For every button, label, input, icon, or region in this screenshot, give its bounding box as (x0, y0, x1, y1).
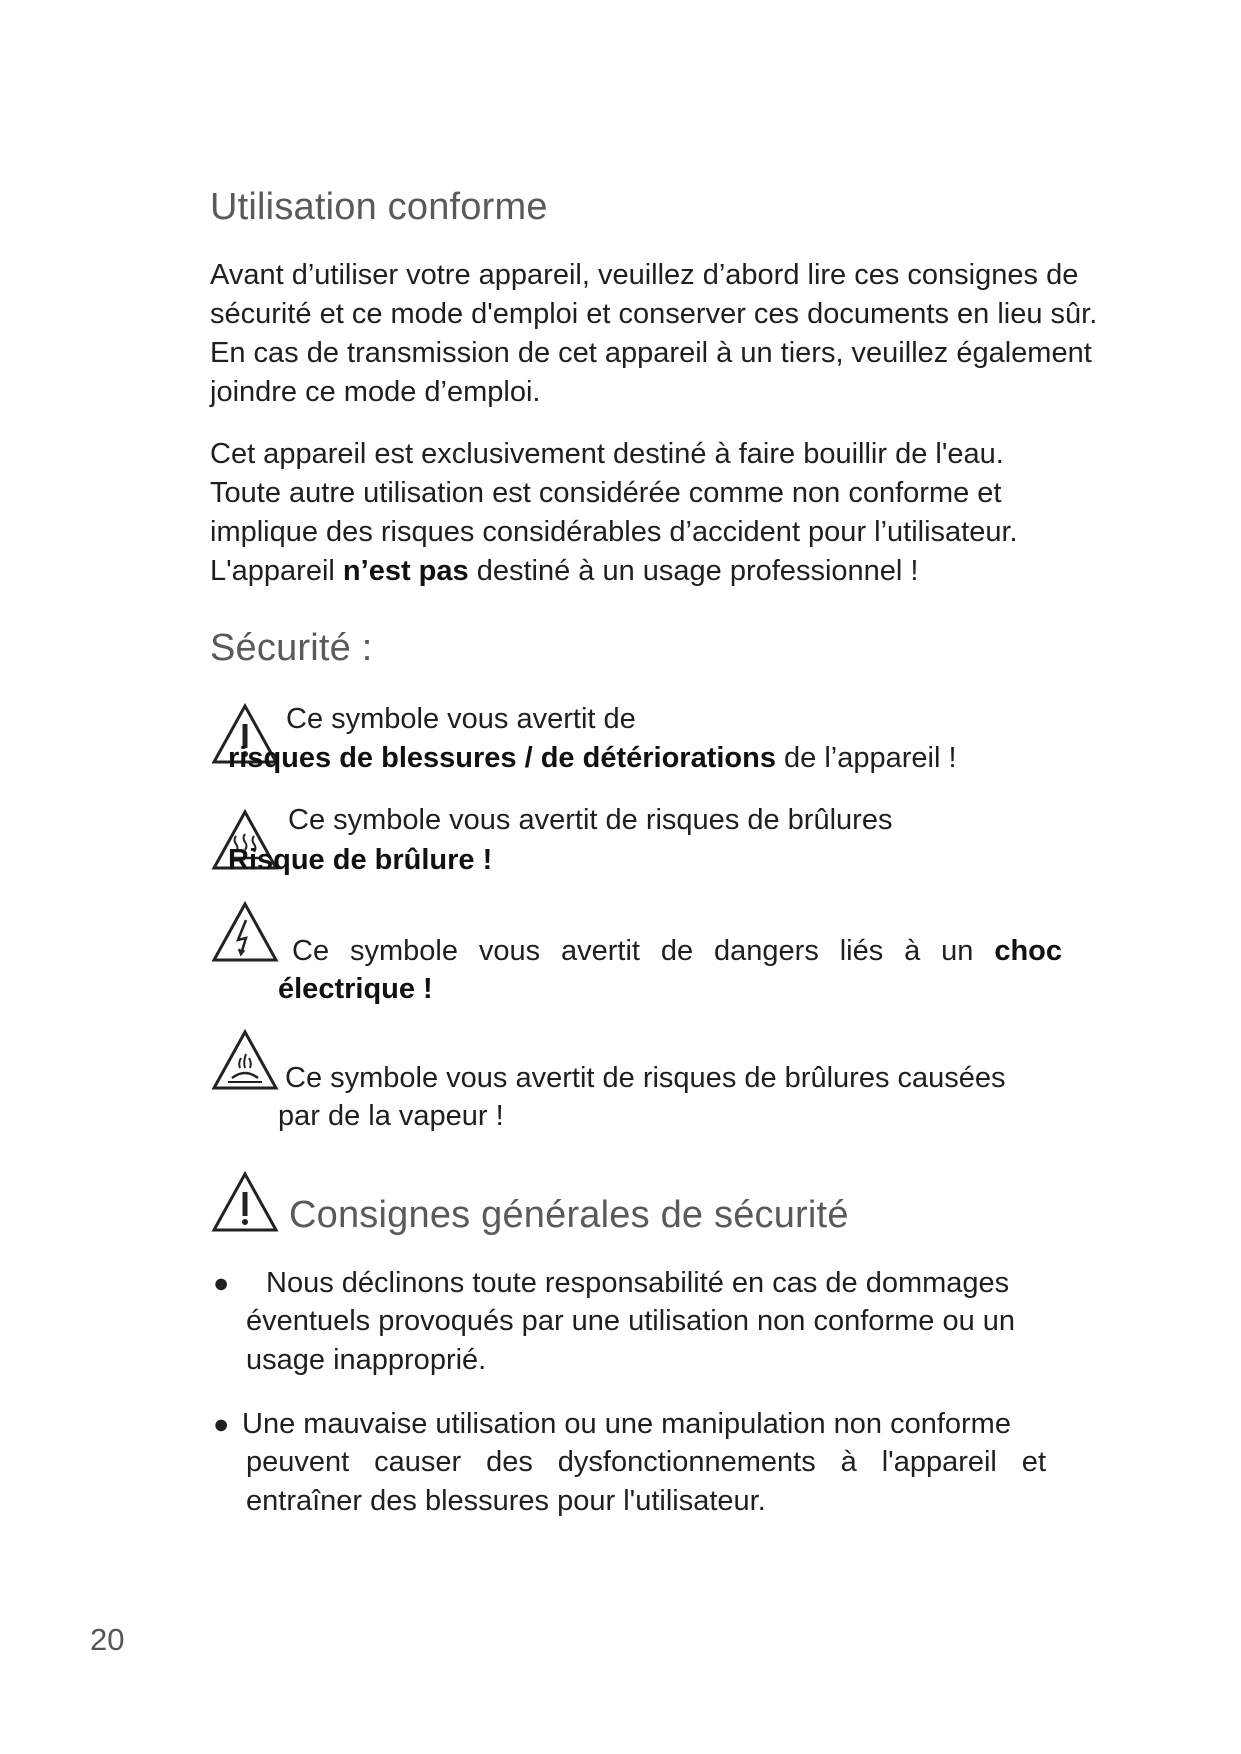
symbol-4-line-1: Ce symbole vous avertit de risques de brûlures causées (285, 1062, 1006, 1094)
bullet-1-line-1: Nous déclinons toute responsabilité en cas de dommages (266, 1267, 1010, 1299)
bullet-2-line-3: entraîner des blessures pour l'utilisateur. (246, 1485, 766, 1517)
page-number: 20 (90, 1622, 125, 1657)
symbol-3-line-1 (292, 935, 1062, 968)
electric-shock-warning-icon (210, 900, 280, 964)
symbol-3-line-2 (278, 973, 433, 1006)
bullet-1-line-2: éventuels provoqués par une utilisation non conforme ou un (246, 1305, 1016, 1337)
usage-line-1: Cet appareil est exclusivement destiné à faire bouillir de l'eau. (210, 438, 1004, 470)
section-title-consignes: Consignes générales de sécurité (289, 1194, 849, 1236)
steam-warning-icon (210, 1028, 280, 1092)
usage-line-3: implique des risques considérables d’accident pour l’utilisateur. (210, 516, 1018, 548)
symbol-3-line-1-text: Ce symbole vous avertit de dangers liés à un (292, 935, 974, 967)
symbol-1-line-2-post: de l’appareil ! (775, 742, 957, 774)
usage-emphasis: n’est pas (342, 555, 469, 587)
symbol-1-line-2 (228, 742, 957, 775)
bullet-2-line-2: peuvent causer des dysfonctionnements à l'appareil et (246, 1446, 1046, 1478)
section-title-securite: Sécurité : (210, 627, 373, 669)
symbol-3-emphasis-electrique: électrique ! (278, 973, 433, 1005)
section-title-utilisation: Utilisation conforme (210, 186, 548, 228)
bullet-marker: ● (213, 1268, 230, 1298)
bullet-marker: ● (213, 1409, 230, 1439)
usage-line-4 (210, 555, 918, 588)
symbol-4-line-2: par de la vapeur ! (278, 1100, 504, 1132)
usage-line-4-post: destiné à un usage professionnel ! (468, 555, 919, 587)
symbol-1-emphasis: risques de blessures / de détériorations (228, 742, 776, 774)
symbol-2-emphasis: Risque de brûlure ! (228, 844, 493, 876)
usage-line-2: Toute autre utilisation est considérée comme non conforme et (210, 477, 1002, 509)
warning-exclamation-icon (210, 1170, 280, 1234)
bullet-2-line-1: Une mauvaise utilisation ou une manipulation non conforme (242, 1408, 1011, 1440)
symbol-1-line-1: Ce symbole vous avertit de (286, 703, 636, 735)
symbol-2-line-1: Ce symbole vous avertit de risques de brûlures (288, 804, 893, 836)
bullet-1-line-3: usage inapproprié. (246, 1344, 487, 1376)
symbol-2-line-2 (228, 844, 492, 877)
paragraph-intro: Avant d’utiliser votre appareil, veuillez d’abord lire ces consignes de sécurité et ce mode d'emploi et conserver ces documents en lieu sûr. En cas de transmission de cet appareil à un tiers, veuillez également joindre ce mode d’emploi. (210, 259, 1098, 408)
usage-line-4-pre: L'appareil (210, 555, 343, 587)
symbol-3-emphasis-choc: choc (994, 935, 1062, 967)
